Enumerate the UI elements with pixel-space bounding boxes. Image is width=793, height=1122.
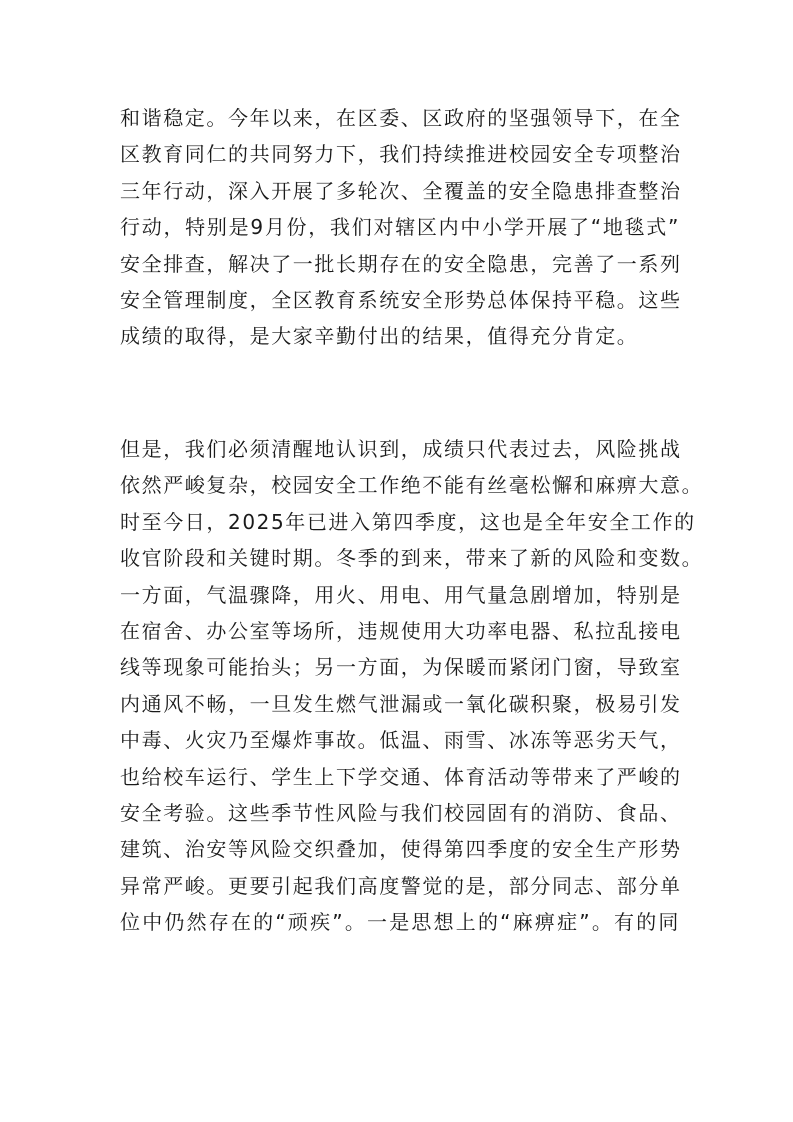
text-line: 成绩的取得，是大家辛勤付出的结果，值得充分肯定。 [120, 324, 639, 349]
text-line: 时至今日，2025年已进入第四季度，这也是全年安全工作的 [120, 509, 696, 534]
text-line: 线等现象可能抬头；另一方面，为保暖而紧闭门窗，导致室 [120, 655, 682, 680]
text-line: 区教育同仁的共同努力下，我们持续推进校园安全专项整治 [120, 142, 682, 167]
text-line: 但是，我们必须清醒地认识到，成绩只代表过去，风险挑战 [120, 437, 682, 461]
text-line: 位中仍然存在的“顽疾”。一是思想上的“麻痹症”。有的同 [120, 910, 680, 935]
text-line: 内通风不畅，一旦发生燃气泄漏或一氧化碳积聚，极易引发 [120, 691, 682, 716]
text-line: 一方面，气温骤降，用火、用电、用气量急剧增加，特别是 [120, 582, 682, 607]
text-line: 行动，特别是9月份，我们对辖区内中小学开展了“地毯式” [120, 215, 680, 240]
text-line: 异常严峻。更要引起我们高度警觉的是，部分同志、部分单 [120, 873, 682, 898]
text-line: 也给校车运行、学生上下学交通、体育活动等带来了严峻的 [120, 764, 682, 789]
text-line: 建筑、治安等风险交织叠加，使得第四季度的安全生产形势 [120, 837, 682, 862]
text-line: 依然严峻复杂，校园安全工作绝不能有丝毫松懈和麻痹大意。 [120, 473, 704, 498]
paragraph-risks [120, 431, 704, 940]
text-line: 安全排查，解决了一批长期存在的安全隐患，完善了一系列 [120, 251, 682, 276]
text-line: 和谐稳定。今年以来，在区委、区政府的坚强领导下，在全 [120, 106, 682, 130]
text-line: 中毒、火灾乃至爆炸事故。低温、雨雪、冰冻等恶劣天气， [120, 728, 682, 753]
text-line: 三年行动，深入开展了多轮次、全覆盖的安全隐患排查整治 [120, 178, 682, 203]
paragraph-achievements [120, 100, 680, 355]
text-line: 收官阶段和关键时期。冬季的到来，带来了新的风险和变数。 [120, 546, 704, 571]
text-line: 在宿舍、办公室等场所，违规使用大功率电器、私拉乱接电 [120, 618, 682, 643]
text-line: 安全管理制度，全区教育系统安全形势总体保持平稳。这些 [120, 287, 682, 312]
text-line: 安全考验。这些季节性风险与我们校园固有的消防、食品、 [120, 800, 682, 825]
